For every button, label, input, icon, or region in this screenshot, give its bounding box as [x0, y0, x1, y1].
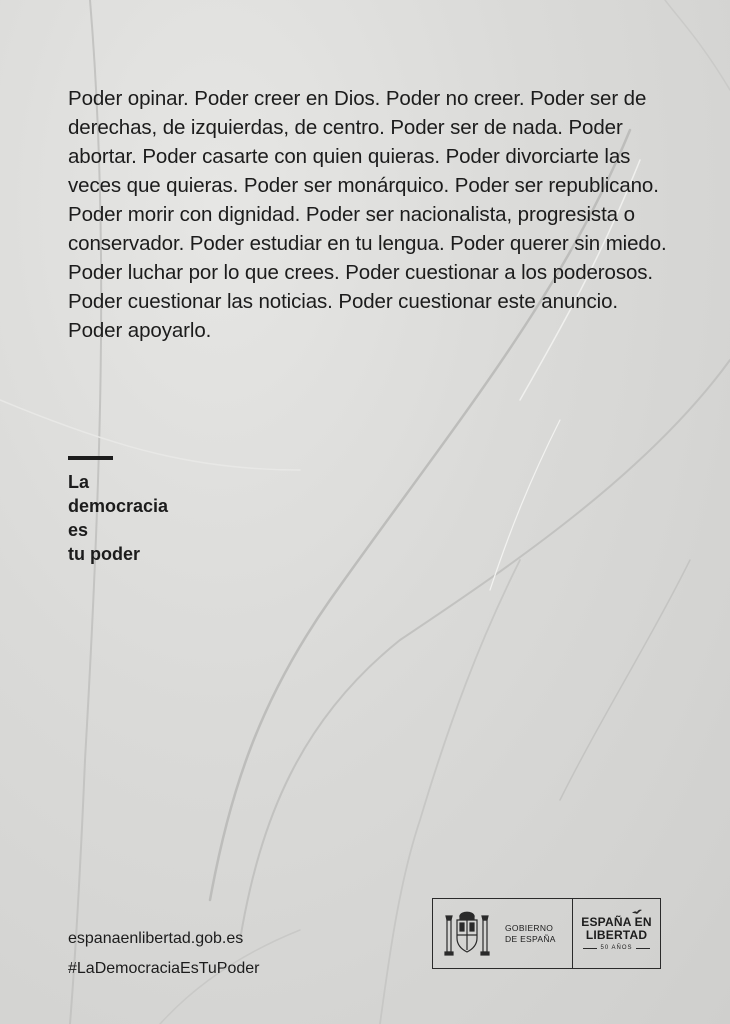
website-link[interactable]: espanaenlibertad.gob.es [68, 930, 244, 947]
years-label [583, 945, 649, 951]
slogan-line: democracia [68, 496, 169, 516]
manifesto-text: Poder opinar. Poder creer en Dios. Poder no creer. Poder ser de derechas, de izquierdas, de centro. Poder ser de nada. Poder abortar. Poder casarte con quien quieras. Poder divorciarte las veces que quieras. Poder ser monárquico. Poder ser republicano. Poder morir con dignidad. Poder ser nacionalista, progresista o conservador. Poder estudiar en tu lengua. Poder querer sin miedo. Poder luchar por lo que crees. Poder cuestionar a los poderosos. Poder cuestionar las noticias. Poder cuestionar este anuncio. Poder apoyarlo. [68, 87, 667, 342]
slogan-line: es [68, 520, 89, 540]
hashtag: #LaDemocraciaEsTuPoder [68, 960, 260, 977]
bird-icon [632, 909, 642, 915]
slogan-line: La [68, 472, 90, 492]
slogan-line: tu poder [68, 544, 140, 564]
gobierno-logo [433, 899, 573, 968]
coat-of-arms-icon [443, 906, 491, 962]
gov-line: GOBIERNO [505, 922, 554, 933]
divider-bar [68, 456, 113, 460]
government-logo [432, 898, 661, 969]
years-text: 50 AÑOS [600, 945, 633, 951]
libertad-line: LIBERTAD [585, 928, 648, 942]
slogan [68, 470, 168, 566]
footer-links [68, 924, 260, 984]
espana-en-libertad-logo [573, 899, 660, 968]
gov-line: DE ESPAÑA [505, 933, 556, 944]
gobierno-text [505, 923, 556, 945]
libertad-line: ESPAÑA EN [581, 915, 652, 929]
